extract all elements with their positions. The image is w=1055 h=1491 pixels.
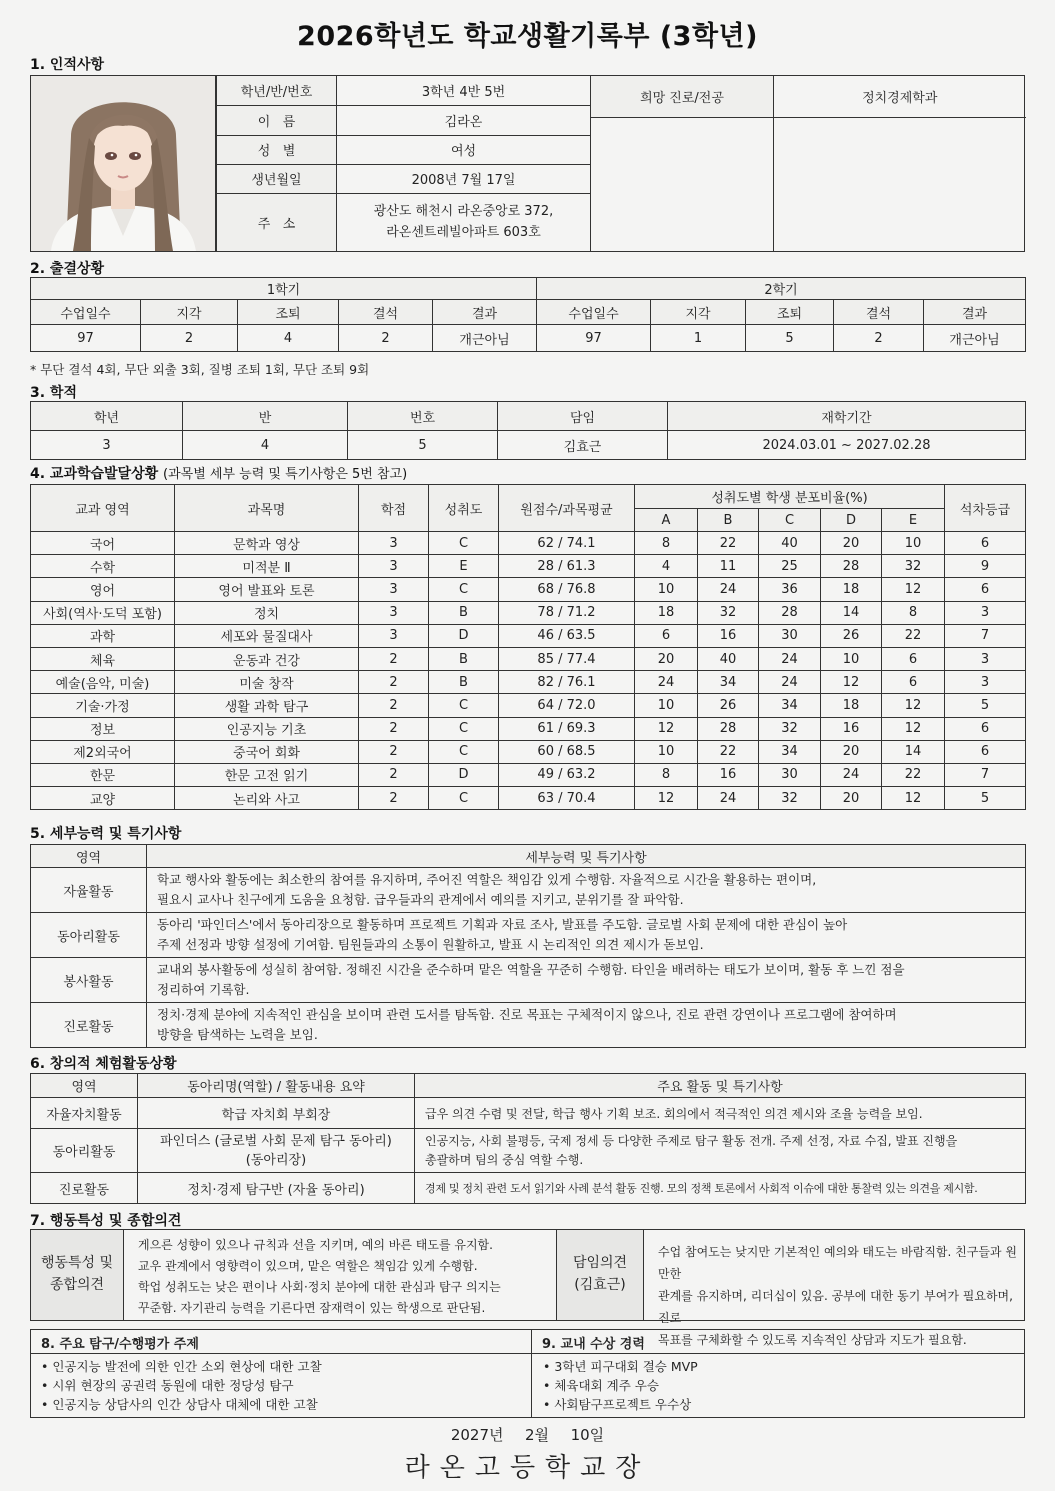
grade-dist-c: 40 xyxy=(759,532,821,555)
grade-rank: 3 xyxy=(945,671,1026,694)
grade-rank: 6 xyxy=(945,740,1026,763)
grade-dist-a: 12 xyxy=(635,787,698,810)
career-table xyxy=(590,76,1026,251)
grade-area: 체육 xyxy=(31,647,175,670)
grade-achievement: C xyxy=(429,740,499,763)
att-value: 5 xyxy=(746,325,834,352)
grade-dist-e: 6 xyxy=(882,671,945,694)
grade-dist-a: 10 xyxy=(635,740,698,763)
grade-dist-c: 32 xyxy=(759,787,821,810)
grade-dist-b: 22 xyxy=(698,532,759,555)
details-area-autonomy: 자율활동 xyxy=(31,868,147,913)
grade-credit: 2 xyxy=(359,647,429,670)
details-area-club: 동아리활동 xyxy=(31,913,147,958)
grade-dist-d: 20 xyxy=(821,740,882,763)
grade-dist-e: 32 xyxy=(882,555,945,578)
grade-achievement: C xyxy=(429,532,499,555)
behavior-line: 교우 관계에서 영향력이 있으며, 맡은 역할은 책임감 있게 수행함. xyxy=(138,1259,478,1273)
act-details-autonomy: 급우 의견 수렴 및 전달, 학급 행사 기획 보조. 회의에서 적극적인 의견 제시와 조율 능력을 보임. xyxy=(415,1098,1026,1129)
act-details-line: 인공지능, 사회 불평등, 국제 정세 등 다양한 주제로 탐구 활동 전개. 주제 선정, 자료 수집, 발표 진행을 xyxy=(425,1133,958,1148)
grade-dist-b: 26 xyxy=(698,694,759,717)
act-summary-autonomy: 학급 자치회 부회장 xyxy=(138,1098,415,1129)
grade-credit: 2 xyxy=(359,787,429,810)
behavior-text xyxy=(124,1230,556,1320)
grade-dist-d: 24 xyxy=(821,763,882,786)
enr-header-grade: 학년 xyxy=(31,402,183,431)
grade-dist-a: 10 xyxy=(635,694,698,717)
grade-rank: 3 xyxy=(945,647,1026,670)
table-row xyxy=(31,601,1026,624)
grade-dist-a: 24 xyxy=(635,671,698,694)
grade-achievement: B xyxy=(429,671,499,694)
grade-dist-c: 30 xyxy=(759,763,821,786)
att-header-result: 결과 xyxy=(924,300,1026,325)
enr-value-teacher: 김효근 xyxy=(498,431,668,460)
grade-dist-b: 32 xyxy=(698,601,759,624)
details-area-career: 진로활동 xyxy=(31,1003,147,1048)
teacher-comment-line: 수업 참여도는 낮지만 기본적인 예의와 태도는 바람직함. 친구들과 원만한 xyxy=(658,1245,1017,1281)
grade-achievement: C xyxy=(429,787,499,810)
grade-dist-d: 18 xyxy=(821,694,882,717)
details-line: 학교 행사와 활동에는 최소한의 참여를 유지하며, 주어진 역할은 책임감 있게 수행함. 자율적으로 시간을 활용하는 편이며, xyxy=(157,872,817,887)
topics-list xyxy=(41,1357,322,1414)
career-empty-cell-1 xyxy=(591,117,774,251)
school-principal: 라온고등학교장 xyxy=(404,1453,651,1483)
table-row xyxy=(31,647,1026,670)
grade-subject: 한문 고전 읽기 xyxy=(175,763,359,786)
grade-dist-d: 10 xyxy=(821,647,882,670)
grade-achievement: C xyxy=(429,694,499,717)
grade-area: 과학 xyxy=(31,624,175,647)
grade-credit: 3 xyxy=(359,578,429,601)
section-4-title-main: 4. 교과학습발달상황 xyxy=(30,466,159,482)
value-address xyxy=(337,193,591,251)
behavior-label-cell xyxy=(31,1230,124,1320)
act-details-career: 경제 및 정치 관련 도서 읽기와 사례 분석 활동 진행. 모의 정책 토론에서 사회적 이슈에 대한 통찰력 있는 의견을 제시함. xyxy=(415,1173,1026,1204)
label-career: 희망 진로/전공 xyxy=(591,76,774,117)
grade-dist-c: 34 xyxy=(759,740,821,763)
att-value: 97 xyxy=(31,325,141,352)
teacher-label-cell xyxy=(556,1230,644,1320)
act-summary-career: 정치·경제 탐구반 (자율 동아리) xyxy=(138,1173,415,1204)
details-text-club xyxy=(147,913,1026,958)
enr-value-period: 2024.03.01 ~ 2027.02.28 xyxy=(668,431,1026,460)
details-line: 정치·경제 분야에 지속적인 관심을 보이며 관련 도서를 탐독함. 진로 목표는 구체적이지 않으나, 진로 관련 강연이나 프로그램에 참여하며 xyxy=(157,1007,897,1022)
behavior-label-line: 종합의견 xyxy=(49,1277,105,1293)
grade-area: 수학 xyxy=(31,555,175,578)
att-value: 개근아님 xyxy=(433,325,537,352)
grade-achievement: D xyxy=(429,624,499,647)
grade-credit: 2 xyxy=(359,763,429,786)
act-details-line: 총괄하며 팀의 중심 역할 수행. xyxy=(425,1152,584,1167)
table-row xyxy=(31,671,1026,694)
act-area-autonomy: 자율자치활동 xyxy=(31,1098,138,1129)
grade-dist-c: 24 xyxy=(759,647,821,670)
grades-header-subject: 과목명 xyxy=(175,485,359,532)
details-area-volunteer: 봉사활동 xyxy=(31,958,147,1003)
act-header-details: 주요 활동 및 특기사항 xyxy=(415,1074,1026,1098)
grade-score: 61 / 69.3 xyxy=(499,717,635,740)
grade-dist-b: 16 xyxy=(698,763,759,786)
table-row xyxy=(31,717,1026,740)
grade-score: 63 / 70.4 xyxy=(499,787,635,810)
section-7-title: 7. 행동특성 및 종합의견 xyxy=(30,1213,182,1229)
details-line: 필요시 교사나 친구에게 도움을 요청함. 급우들과의 관계에서 예의를 지키고, 분위기를 잘 파악함. xyxy=(157,892,684,907)
table-row xyxy=(31,740,1026,763)
grade-dist-a: 8 xyxy=(635,532,698,555)
topic-item: • 시위 현장의 공권력 동원에 대한 정당성 탐구 xyxy=(41,1376,322,1395)
award-item: • 사회탐구프로젝트 우수상 xyxy=(543,1395,698,1414)
grade-dist-e: 10 xyxy=(882,532,945,555)
behavior-line: 학업 성취도는 낮은 편이나 사회·정치 분야에 대한 관심과 탐구 의지는 xyxy=(138,1280,501,1294)
label-address: 주 소 xyxy=(217,193,337,251)
grade-score: 46 / 63.5 xyxy=(499,624,635,647)
grade-dist-c: 24 xyxy=(759,671,821,694)
att-header-early: 조퇴 xyxy=(746,300,834,325)
address-line-1: 광산도 해천시 라온중앙로 372, xyxy=(373,204,554,220)
grade-dist-b: 22 xyxy=(698,740,759,763)
document-title: 2026학년도 학교생활기록부 (3학년) xyxy=(297,21,758,52)
grade-credit: 2 xyxy=(359,717,429,740)
grade-dist-e: 12 xyxy=(882,787,945,810)
grade-score: 64 / 72.0 xyxy=(499,694,635,717)
details-line: 교내외 봉사활동에 성실히 참여함. 정해진 시간을 준수하며 맡은 역할을 꾸준히 수행함. 타인을 배려하는 태도가 보이며, 활동 후 느낀 점을 xyxy=(157,962,905,977)
teacher-comment-line: 목표를 구체화할 수 있도록 지속적인 상담과 지도가 필요함. xyxy=(658,1333,967,1347)
grade-subject: 인공지능 기초 xyxy=(175,717,359,740)
grade-dist-d: 18 xyxy=(821,578,882,601)
grade-area: 사회(역사·도덕 포함) xyxy=(31,601,175,624)
table-row xyxy=(31,763,1026,786)
act-summary-line: (동아리장) xyxy=(245,1152,307,1168)
att-value: 97 xyxy=(537,325,651,352)
grade-dist-c: 36 xyxy=(759,578,821,601)
awards-list xyxy=(543,1357,698,1414)
grade-rank: 6 xyxy=(945,578,1026,601)
grade-subject: 운동과 건강 xyxy=(175,647,359,670)
grades-header-area: 교과 영역 xyxy=(31,485,175,532)
grade-achievement: C xyxy=(429,717,499,740)
grade-dist-b: 28 xyxy=(698,717,759,740)
grade-subject: 미술 창작 xyxy=(175,671,359,694)
details-header-area: 영역 xyxy=(31,845,147,868)
grade-achievement: B xyxy=(429,647,499,670)
grade-credit: 3 xyxy=(359,532,429,555)
table-row xyxy=(31,624,1026,647)
behavior-line: 꾸준함. 자기관리 능력을 기른다면 잠재력이 있는 학생으로 판단됨. xyxy=(138,1301,486,1315)
grades-header-distribution: 성취도별 학생 분포비율(%) xyxy=(635,485,945,509)
grade-dist-e: 8 xyxy=(882,601,945,624)
grade-rank: 5 xyxy=(945,694,1026,717)
personal-info-box xyxy=(30,75,1025,252)
issue-date: 2027년 2월 10일 xyxy=(450,1426,605,1444)
grade-subject: 문학과 영상 xyxy=(175,532,359,555)
activities-table xyxy=(30,1073,1026,1204)
details-text-autonomy xyxy=(147,868,1026,913)
section-8-title: 8. 주요 탐구/수행평가 주제 xyxy=(31,1330,531,1354)
grade-achievement: D xyxy=(429,763,499,786)
grade-dist-e: 22 xyxy=(882,624,945,647)
table-row xyxy=(31,578,1026,601)
value-class-number: 3학년 4반 5번 xyxy=(337,76,591,105)
grade-subject: 정치 xyxy=(175,601,359,624)
grade-score: 78 / 71.2 xyxy=(499,601,635,624)
grade-dist-a: 4 xyxy=(635,555,698,578)
grade-dist-d: 20 xyxy=(821,532,882,555)
grade-credit: 2 xyxy=(359,740,429,763)
award-item: • 3학년 피구대회 결승 MVP xyxy=(543,1357,698,1376)
grade-dist-e: 22 xyxy=(882,763,945,786)
grade-dist-a: 18 xyxy=(635,601,698,624)
grade-dist-c: 30 xyxy=(759,624,821,647)
att-header-absent: 결석 xyxy=(339,300,433,325)
att-header-late: 지각 xyxy=(651,300,746,325)
grade-dist-e: 12 xyxy=(882,578,945,601)
att-value: 4 xyxy=(238,325,339,352)
grade-area: 영어 xyxy=(31,578,175,601)
grade-subject: 세포와 물질대사 xyxy=(175,624,359,647)
enr-header-number: 번호 xyxy=(348,402,498,431)
grade-subject: 미적분 Ⅱ xyxy=(175,555,359,578)
enr-header-class: 반 xyxy=(183,402,348,431)
behavior-label-line: 행동특성 및 xyxy=(40,1255,114,1271)
career-empty-cell-2 xyxy=(774,117,1026,251)
grades-header-rank: 석차등급 xyxy=(945,485,1026,532)
att-value: 2 xyxy=(339,325,433,352)
act-details-club xyxy=(415,1129,1026,1173)
topic-item: • 인공지능 발전에 의한 인간 소외 현상에 대한 고찰 xyxy=(41,1357,322,1376)
grade-dist-d: 12 xyxy=(821,671,882,694)
behavior-line: 게으른 성향이 있으나 규칙과 선을 지키며, 예의 바른 태도를 유지함. xyxy=(138,1238,493,1252)
label-gender: 성 별 xyxy=(217,135,337,164)
grade-area: 한문 xyxy=(31,763,175,786)
enr-value-grade: 3 xyxy=(31,431,183,460)
details-text-volunteer xyxy=(147,958,1026,1003)
grade-area: 교양 xyxy=(31,787,175,810)
grade-credit: 3 xyxy=(359,601,429,624)
value-birthdate: 2008년 7월 17일 xyxy=(337,164,591,193)
grade-credit: 2 xyxy=(359,694,429,717)
grade-dist-b: 16 xyxy=(698,624,759,647)
grade-dist-b: 24 xyxy=(698,787,759,810)
table-row xyxy=(31,555,1026,578)
section-3-title: 3. 학적 xyxy=(30,385,77,401)
section-5-title: 5. 세부능력 및 특기사항 xyxy=(30,826,182,842)
grade-dist-d: 16 xyxy=(821,717,882,740)
grade-dist-b: 40 xyxy=(698,647,759,670)
grade-subject: 논리와 사고 xyxy=(175,787,359,810)
act-summary-line: 파인더스 (글로벌 사회 문제 탐구 동아리) xyxy=(160,1133,392,1149)
grade-rank: 9 xyxy=(945,555,1026,578)
grade-dist-d: 20 xyxy=(821,787,882,810)
grade-dist-c: 28 xyxy=(759,601,821,624)
grade-dist-d: 14 xyxy=(821,601,882,624)
teacher-label-line: (김효근) xyxy=(574,1277,626,1293)
grades-header-d: D xyxy=(821,509,882,532)
teacher-label-line: 담임의견 xyxy=(572,1255,628,1271)
student-portrait-image xyxy=(31,76,216,251)
grade-dist-c: 34 xyxy=(759,694,821,717)
grade-score: 85 / 77.4 xyxy=(499,647,635,670)
att-header-late: 지각 xyxy=(141,300,238,325)
att-header-days: 수업일수 xyxy=(537,300,651,325)
table-row xyxy=(31,532,1026,555)
section-2-title: 2. 출결상황 xyxy=(30,261,105,277)
address-line-2: 라온센트레빌아파트 603호 xyxy=(386,225,541,241)
att-value: 개근아님 xyxy=(924,325,1026,352)
details-line: 정리하여 기록함. xyxy=(157,982,250,997)
att-value: 2 xyxy=(834,325,924,352)
award-item: • 체육대회 계주 우승 xyxy=(543,1376,698,1395)
grade-rank: 7 xyxy=(945,624,1026,647)
grade-achievement: E xyxy=(429,555,499,578)
grade-area: 예술(음악, 미술) xyxy=(31,671,175,694)
table-row xyxy=(31,787,1026,810)
grades-header-a: A xyxy=(635,509,698,532)
grades-header-credit: 학점 xyxy=(359,485,429,532)
section-divider xyxy=(531,1354,532,1417)
grade-score: 82 / 76.1 xyxy=(499,671,635,694)
details-text-career xyxy=(147,1003,1026,1048)
grades-header-achievement: 성취도 xyxy=(429,485,499,532)
act-area-career: 진로활동 xyxy=(31,1173,138,1204)
label-birthdate: 생년월일 xyxy=(217,164,337,193)
grade-credit: 3 xyxy=(359,624,429,647)
grade-rank: 3 xyxy=(945,601,1026,624)
section-9-title: 9. 교내 수상 경력 xyxy=(531,1330,1024,1354)
grade-credit: 2 xyxy=(359,671,429,694)
value-gender: 여성 xyxy=(337,135,591,164)
grades-header-e: E xyxy=(882,509,945,532)
grade-dist-e: 6 xyxy=(882,647,945,670)
act-summary-club xyxy=(138,1129,415,1173)
grade-dist-a: 8 xyxy=(635,763,698,786)
value-name: 김라온 xyxy=(337,105,591,135)
table-row xyxy=(31,694,1026,717)
personal-info-table xyxy=(216,76,591,251)
grade-achievement: B xyxy=(429,601,499,624)
grade-dist-a: 10 xyxy=(635,578,698,601)
att-header-early: 조퇴 xyxy=(238,300,339,325)
student-photo xyxy=(31,76,216,251)
section-4-title xyxy=(30,463,407,483)
semester-1-header: 1학기 xyxy=(31,278,537,300)
section-4-subtitle: (과목별 세부 능력 및 특기사항은 5번 참고) xyxy=(163,467,408,482)
topic-item: • 인공지능 상담사의 인간 상담사 대체에 대한 고찰 xyxy=(41,1395,322,1414)
teacher-comment-text xyxy=(644,1230,1024,1347)
grade-area: 정보 xyxy=(31,717,175,740)
grade-dist-e: 14 xyxy=(882,740,945,763)
grade-dist-d: 26 xyxy=(821,624,882,647)
grade-dist-c: 25 xyxy=(759,555,821,578)
teacher-comment-line: 관계를 유지하며, 리더십이 있음. 공부에 대한 동기 부여가 필요하며, 진로 xyxy=(658,1289,1013,1325)
grade-dist-b: 34 xyxy=(698,671,759,694)
grade-rank: 5 xyxy=(945,787,1026,810)
grades-table xyxy=(30,484,1026,810)
grade-dist-e: 12 xyxy=(882,694,945,717)
att-header-result: 결과 xyxy=(433,300,537,325)
att-value: 2 xyxy=(141,325,238,352)
grade-rank: 6 xyxy=(945,532,1026,555)
attendance-note: * 무단 결석 4회, 무단 외출 3회, 질병 조퇴 1회, 무단 조퇴 9회 xyxy=(30,362,370,377)
grade-score: 28 / 61.3 xyxy=(499,555,635,578)
grades-table-body xyxy=(31,532,1026,810)
grade-dist-a: 20 xyxy=(635,647,698,670)
topics-awards-box xyxy=(30,1329,1025,1418)
grade-score: 62 / 74.1 xyxy=(499,532,635,555)
details-line: 주제 선정과 방향 설정에 기여함. 팀원들과의 소통이 원활하고, 발표 시 논리적인 의견 제시가 돋보임. xyxy=(157,937,704,952)
grade-dist-c: 32 xyxy=(759,717,821,740)
grade-rank: 6 xyxy=(945,717,1026,740)
grades-header-score: 원점수/과목평균 xyxy=(499,485,635,532)
section-6-title: 6. 창의적 체험활동상황 xyxy=(30,1056,177,1072)
act-area-club: 동아리활동 xyxy=(31,1129,138,1173)
section-1-title: 1. 인적사항 xyxy=(30,57,105,73)
grade-subject: 생활 과학 탐구 xyxy=(175,694,359,717)
grade-dist-e: 12 xyxy=(882,717,945,740)
label-name: 이 름 xyxy=(217,105,337,135)
act-header-summary: 동아리명(역할) / 활동내용 요약 xyxy=(138,1074,415,1098)
enr-header-period: 재학기간 xyxy=(668,402,1026,431)
att-header-absent: 결석 xyxy=(834,300,924,325)
act-header-area: 영역 xyxy=(31,1074,138,1098)
grade-area: 제2외국어 xyxy=(31,740,175,763)
label-class-number: 학년/반/번호 xyxy=(217,76,337,105)
grade-dist-b: 24 xyxy=(698,578,759,601)
grade-area: 국어 xyxy=(31,532,175,555)
details-line: 동아리 '파인더스'에서 동아리장으로 활동하며 프로젝트 기획과 자료 조사, 발표를 주도함. 글로벌 사회 문제에 대한 관심이 높아 xyxy=(157,917,848,932)
att-value: 1 xyxy=(651,325,746,352)
grade-dist-a: 6 xyxy=(635,624,698,647)
grade-dist-a: 12 xyxy=(635,717,698,740)
att-header-days: 수업일수 xyxy=(31,300,141,325)
grade-dist-b: 11 xyxy=(698,555,759,578)
semester-2-header: 2학기 xyxy=(537,278,1026,300)
grade-score: 60 / 68.5 xyxy=(499,740,635,763)
enr-header-teacher: 담임 xyxy=(498,402,668,431)
enrollment-table xyxy=(30,401,1026,460)
grade-rank: 7 xyxy=(945,763,1026,786)
grade-subject: 영어 발표와 토론 xyxy=(175,578,359,601)
grade-score: 68 / 76.8 xyxy=(499,578,635,601)
value-career: 정치경제학과 xyxy=(774,76,1026,117)
attendance-table xyxy=(30,277,1026,352)
enr-value-number: 5 xyxy=(348,431,498,460)
grades-header-b: B xyxy=(698,509,759,532)
grade-subject: 중국어 회화 xyxy=(175,740,359,763)
grade-score: 49 / 63.2 xyxy=(499,763,635,786)
enr-value-class: 4 xyxy=(183,431,348,460)
grades-header-c: C xyxy=(759,509,821,532)
grade-area: 기술·가정 xyxy=(31,694,175,717)
details-header-content: 세부능력 및 특기사항 xyxy=(147,845,1026,868)
grade-credit: 3 xyxy=(359,555,429,578)
details-line: 방향을 탐색하는 노력을 보임. xyxy=(157,1027,318,1042)
grade-achievement: C xyxy=(429,578,499,601)
grade-dist-d: 28 xyxy=(821,555,882,578)
details-table xyxy=(30,844,1026,1048)
